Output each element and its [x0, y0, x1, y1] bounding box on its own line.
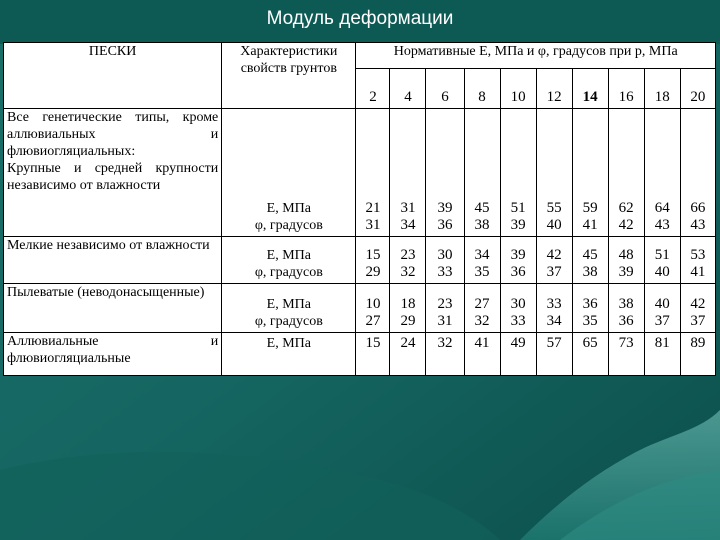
value-cell: [390, 237, 426, 284]
e-value: 66: [690, 200, 706, 217]
e-value: 62: [618, 200, 634, 217]
value-cell: [644, 237, 680, 284]
deformation-table: [3, 42, 716, 376]
value-cell: [680, 237, 715, 284]
value-cell: [536, 109, 572, 237]
slide-title: Модуль деформации: [266, 8, 454, 29]
value-cell: [356, 109, 390, 237]
e-value: 32: [426, 333, 464, 376]
e-value: 53: [690, 247, 706, 264]
e-value: 64: [654, 200, 670, 217]
pressure-header: 2: [356, 68, 390, 109]
phi-value: 43: [654, 217, 670, 234]
e-value: 49: [500, 333, 536, 376]
e-value: 15: [365, 247, 381, 264]
characteristic-cell: Е, МПа: [222, 333, 356, 376]
soil-type-cell: [4, 109, 222, 237]
value-cell: [390, 284, 426, 333]
e-value: 45: [474, 200, 490, 217]
e-value: 27: [474, 296, 490, 313]
value-cell: [500, 237, 536, 284]
value-cell: [500, 109, 536, 237]
header-soil: ПЕСКИ: [4, 43, 222, 109]
e-value: 89: [680, 333, 715, 376]
e-value: 73: [608, 333, 644, 376]
characteristic-cell: [222, 237, 356, 284]
phi-value: 36: [618, 313, 634, 330]
phi-value: 32: [400, 264, 416, 281]
char-e-label: Е, МПа: [266, 248, 311, 264]
value-cell: [390, 109, 426, 237]
value-cell: [572, 109, 608, 237]
e-value: 59: [582, 200, 598, 217]
soil-type-cell: Аллювиальные и флювиогляциальные: [4, 333, 222, 376]
phi-value: 35: [582, 313, 598, 330]
e-value: 33: [546, 296, 562, 313]
value-cell: [608, 284, 644, 333]
table-row: [4, 237, 716, 284]
header-normative: Нормативные Е, МПа и φ, градусов при р, МПа: [356, 43, 716, 69]
phi-value: 39: [510, 217, 526, 234]
pressure-header: 20: [680, 68, 715, 109]
phi-value: 40: [654, 264, 670, 281]
e-value: 31: [400, 200, 416, 217]
phi-value: 35: [474, 264, 490, 281]
phi-value: 37: [546, 264, 562, 281]
phi-value: 41: [690, 264, 706, 281]
soil-group-label: Все генетические типы, кроме аллювиальных и флювиогляциальных:: [7, 110, 219, 160]
pressure-header: 12: [536, 68, 572, 109]
e-value: 40: [654, 296, 670, 313]
value-cell: [426, 284, 464, 333]
pressure-header: 10: [500, 68, 536, 109]
value-cell: [356, 284, 390, 333]
e-value: 38: [618, 296, 634, 313]
e-value: 45: [582, 247, 598, 264]
e-value: 23: [400, 247, 416, 264]
e-value: 55: [546, 200, 562, 217]
table-row: [4, 284, 716, 333]
e-value: 51: [510, 200, 526, 217]
pressure-header: 6: [426, 68, 464, 109]
value-cell: [464, 237, 500, 284]
phi-value: 38: [582, 264, 598, 281]
characteristic-cell: [222, 284, 356, 333]
pressure-header: 4: [390, 68, 426, 109]
e-value: 39: [510, 247, 526, 264]
phi-value: 29: [365, 264, 381, 281]
pressure-header: 8: [464, 68, 500, 109]
e-value: 21: [365, 200, 381, 217]
value-cell: [644, 109, 680, 237]
phi-value: 27: [365, 313, 381, 330]
value-cell: [464, 284, 500, 333]
char-phi-label: φ, градусов: [254, 314, 323, 330]
char-phi-label: φ, градусов: [254, 218, 323, 234]
e-value: 42: [690, 296, 706, 313]
e-value: 23: [437, 296, 453, 313]
value-cell: [464, 109, 500, 237]
phi-value: 41: [582, 217, 598, 234]
e-value: 42: [546, 247, 562, 264]
e-value: 30: [510, 296, 526, 313]
phi-value: 43: [690, 217, 706, 234]
phi-value: 33: [510, 313, 526, 330]
value-cell: [356, 237, 390, 284]
data-table: [3, 42, 716, 376]
e-value: 41: [464, 333, 500, 376]
phi-value: 40: [546, 217, 562, 234]
phi-value: 33: [437, 264, 453, 281]
value-cell: [500, 284, 536, 333]
value-cell: [572, 284, 608, 333]
value-cell: [644, 284, 680, 333]
pressure-header: 16: [608, 68, 644, 109]
table-row: [4, 109, 716, 237]
pressure-header: 18: [644, 68, 680, 109]
phi-value: 37: [654, 313, 670, 330]
e-value: 36: [582, 296, 598, 313]
table-row: [4, 333, 716, 376]
phi-value: 36: [510, 264, 526, 281]
phi-value: 31: [365, 217, 381, 234]
e-value: 18: [400, 296, 416, 313]
e-value: 15: [356, 333, 390, 376]
soil-type-cell: Пылеватые (неводонасыщенные): [4, 284, 222, 333]
e-value: 48: [618, 247, 634, 264]
pressure-header: 14: [572, 68, 608, 109]
e-value: 10: [365, 296, 381, 313]
phi-value: 29: [400, 313, 416, 330]
e-value: 34: [474, 247, 490, 264]
phi-value: 31: [437, 313, 453, 330]
e-value: 65: [572, 333, 608, 376]
soil-type-label: Крупные и средней крупности независимо от влажности: [7, 161, 219, 194]
soil-type-cell: Мелкие независимо от влажности: [4, 237, 222, 284]
phi-value: 39: [618, 264, 634, 281]
e-value: 81: [644, 333, 680, 376]
phi-value: 34: [546, 313, 562, 330]
value-cell: [426, 237, 464, 284]
value-cell: [536, 284, 572, 333]
value-cell: [426, 109, 464, 237]
value-cell: [608, 109, 644, 237]
phi-value: 36: [437, 217, 453, 234]
phi-value: 37: [690, 313, 706, 330]
char-e-label: Е, МПа: [266, 201, 311, 217]
value-cell: [536, 237, 572, 284]
value-cell: [680, 109, 715, 237]
e-value: 30: [437, 247, 453, 264]
phi-value: 38: [474, 217, 490, 234]
header-characteristics: Характеристики свойств грунтов: [222, 43, 356, 109]
value-cell: [680, 284, 715, 333]
phi-value: 42: [618, 217, 634, 234]
phi-value: 32: [474, 313, 490, 330]
char-e-label: Е, МПа: [266, 297, 311, 313]
e-value: 51: [654, 247, 670, 264]
characteristic-cell: [222, 109, 356, 237]
e-value: 57: [536, 333, 572, 376]
value-cell: [572, 237, 608, 284]
phi-value: 34: [400, 217, 416, 234]
e-value: 39: [437, 200, 453, 217]
char-phi-label: φ, градусов: [254, 265, 323, 281]
e-value: 24: [390, 333, 426, 376]
value-cell: [608, 237, 644, 284]
